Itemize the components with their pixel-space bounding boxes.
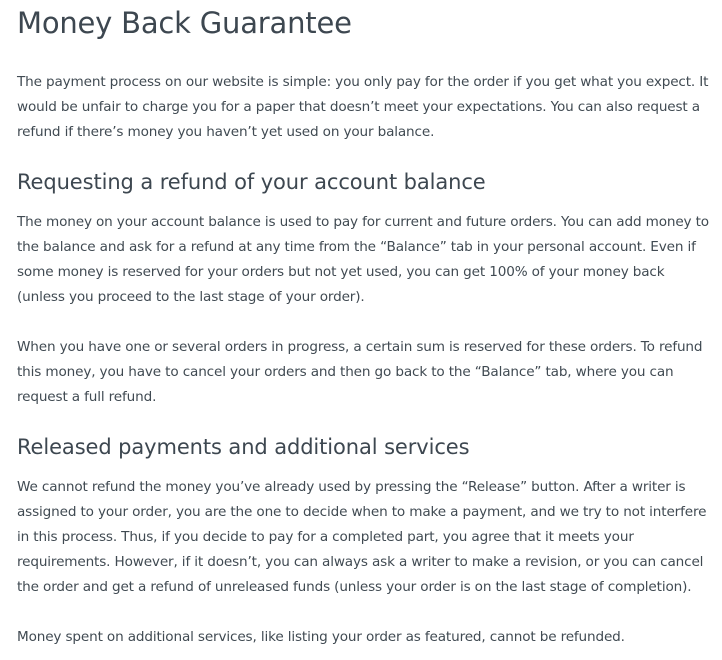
orders-in-progress-paragraph: When you have one or several orders in progress, a certain sum is reserved for these orders. To refund this money, you have to cancel your orders and then go back to the “Balance” tab, where you can request a full refund. [17, 339, 703, 405]
account-balance-paragraph: The money on your account balance is used to pay for current and future orders. You can add money to the balance and ask for a refund at any time from the “Balance” tab in your personal account. Even if some money is reserved for your orders but not yet used, you can get 100% of your money back (unless you proceed to the last stage of your order). [17, 214, 709, 305]
released-payments-paragraph: We cannot refund the money you’ve already used by pressing the “Release” button. After a writer is assigned to your order, you are the one to decide when to make a payment, and we try to not interfere in this process. Thus, if you decide to pay for a completed part, you agree that it meets your requirements. However, if it doesn’t, you can always ask a writer to make a revision, or you can cancel the order and get a refund of unreleased funds (unless your order is on the last stage of completion). [17, 479, 707, 595]
section-heading-released-payments: Released payments and additional services [17, 435, 470, 459]
page-title: Money Back Guarantee [17, 6, 352, 40]
section-heading-account-balance-refund: Requesting a refund of your account balance [17, 170, 486, 194]
intro-paragraph: The payment process on our website is simple: you only pay for the order if you get what you expect. It would be unfair to charge you for a paper that doesn’t meet your expectations. You can also request a refund if there’s money you haven’t yet used on your balance. [17, 74, 709, 140]
additional-services-paragraph: Money spent on additional services, like listing your order as featured, cannot be refunded. [17, 629, 625, 645]
